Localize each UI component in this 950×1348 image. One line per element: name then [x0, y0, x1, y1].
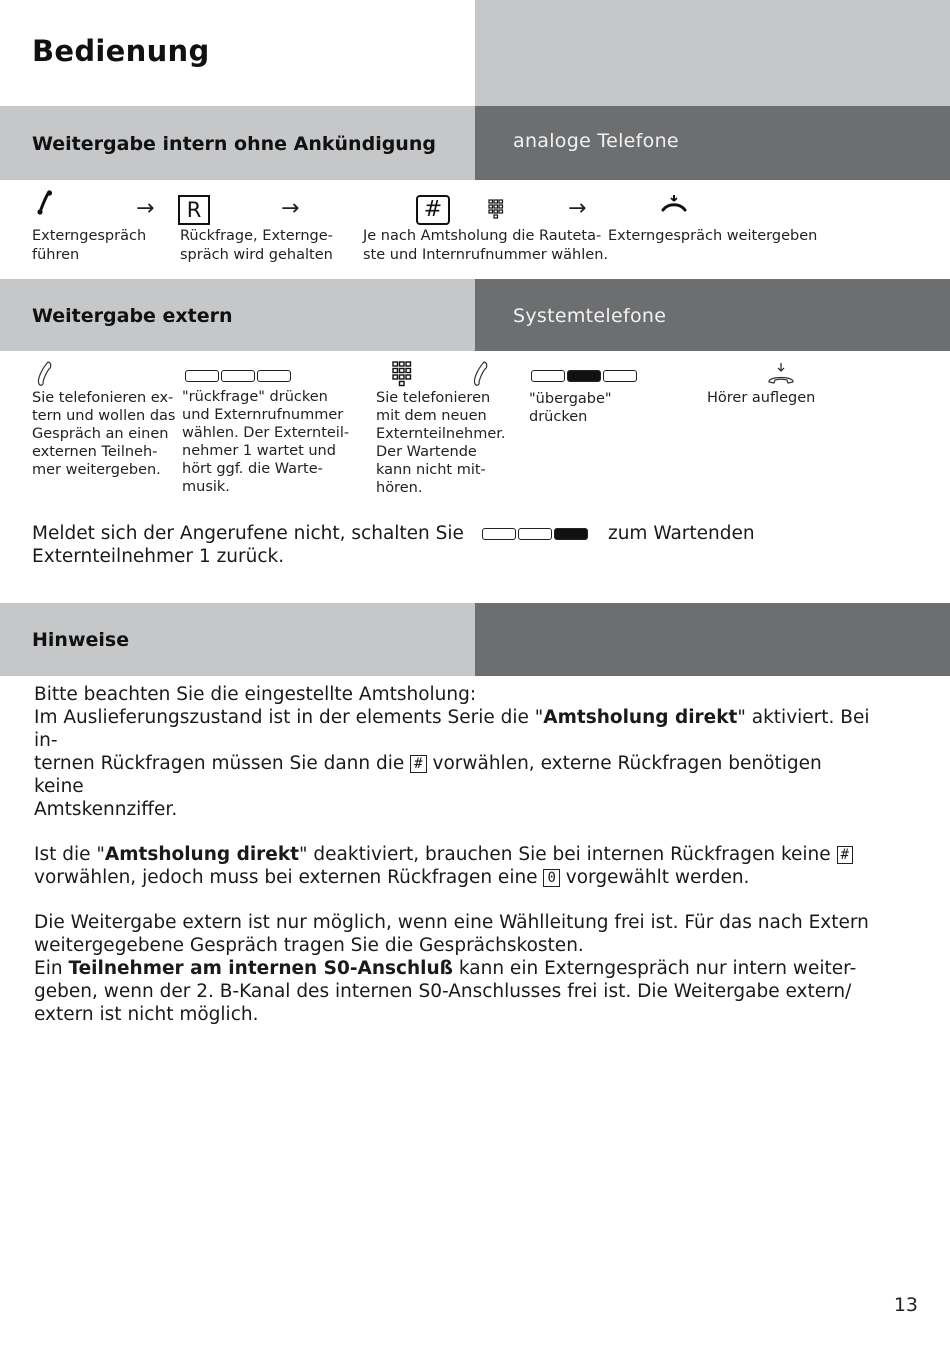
section2-subtitle: Systemtelefone: [513, 305, 667, 327]
function-keys-icon: [185, 370, 291, 382]
handset-outline-icon: [36, 360, 56, 388]
key-r-icon: R: [178, 195, 210, 225]
section3-header-right: [475, 603, 950, 676]
page-number: 13: [893, 1294, 918, 1316]
page-title: Bedienung: [32, 34, 210, 68]
arrow-icon: →: [136, 196, 155, 221]
step-caption: Sie telefonieren mit dem neuen Externteilnehmer. Der Wartende kann nicht mit- hören.: [376, 390, 506, 496]
notes-body: [34, 683, 874, 1048]
note-paragraph: Ist die "Amtsholung direkt" deaktiviert, brauchen Sie bei internen Rückfragen keine # vorwählen, jedoch muss bei externen Rückfragen eine 0 vorgewählt werden.: [34, 843, 874, 889]
fallback-note: Meldet sich der Angerufene nicht, schalten Sie Externteilnehmer 1 zurück.: [32, 523, 464, 567]
key-zero-icon: 0: [543, 869, 559, 887]
step-caption: Externgespräch weitergeben: [608, 228, 818, 244]
keypad-icon: [488, 199, 504, 219]
hangup-icon: [660, 194, 688, 214]
note-paragraph: Die Weitergabe extern ist nur möglich, wenn eine Wählleitung frei ist. Für das nach Extern weitergegebene Gespräch tragen Sie die Gesprächskosten. Ein Teilnehmer am internen S0-Anschluß kann ein Externgespräch nur intern weiter- geben, wenn der 2. B-Kanal des internen S0-Anschlusses frei ist. Die Weitergabe extern/ extern ist nicht möglich.: [34, 912, 869, 1025]
hang-up-receiver-icon: [766, 362, 796, 386]
title-area-right: [475, 0, 950, 106]
fallback-note-action: zum Wartenden: [608, 523, 755, 544]
arrow-icon: →: [568, 196, 587, 221]
key-hash-icon: #: [837, 846, 853, 864]
function-keys-icon: [531, 370, 637, 382]
step-caption: Externgespräch führen: [32, 228, 147, 263]
section3-title: Hinweise: [32, 629, 130, 651]
handset-outline-icon: [472, 360, 492, 388]
handset-icon: [36, 190, 56, 216]
key-hash-icon: #: [416, 195, 450, 225]
note-paragraph: Bitte beachten Sie die eingestellte Amtsholung: Im Auslieferungszustand ist in der elements Serie die "Amtsholung direkt" aktiviert. Bei in- ternen Rückfragen müssen Sie dann die # vorwählen, externe Rückfragen benötigen keine Amtskennziffer.: [34, 684, 870, 820]
step-caption: "rückfrage" drücken und Externrufnummer wählen. Der Externteil- nehmer 1 wartet und hört ggf. die Warte- musik.: [182, 389, 350, 495]
step-caption: Sie telefonieren ex- tern und wollen das Gespräch an einen externen Teilneh- mer weitergeben.: [32, 390, 176, 478]
step-caption: Je nach Amtsholung die Rauteta- ste und Internrufnummer wählen.: [363, 228, 608, 263]
section2-title: Weitergabe extern: [32, 305, 233, 327]
keypad-icon: [392, 361, 412, 387]
step-caption: Hörer auflegen: [707, 390, 816, 406]
section1-subtitle: analoge Telefone: [513, 130, 679, 152]
function-keys-icon: [482, 528, 588, 540]
arrow-icon: →: [281, 196, 300, 221]
section1-title: Weitergabe intern ohne Ankündigung: [32, 133, 436, 155]
key-hash-icon: #: [410, 755, 426, 773]
step-caption: Rückfrage, Externge- spräch wird gehalten: [180, 228, 333, 263]
step-caption: "übergabe" drücken: [529, 391, 612, 425]
